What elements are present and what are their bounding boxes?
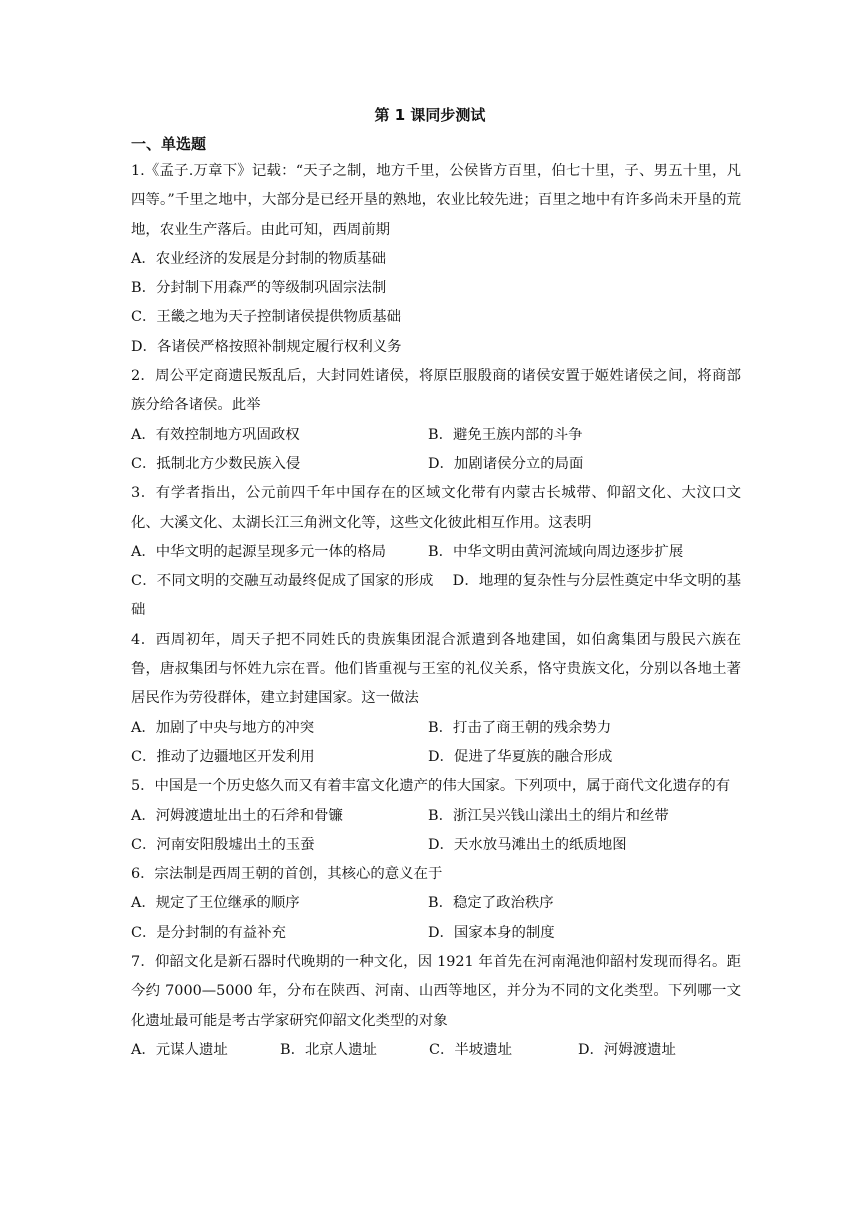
question-5 (131, 772, 741, 860)
option-row (131, 743, 741, 772)
question-2 (131, 362, 741, 479)
option-a: A．加剧了中央与地方的冲突 (131, 719, 315, 736)
option-b: B．浙江吴兴钱山漾出土的绢片和丝带 (428, 807, 669, 824)
option-d: D．加剧诸侯分立的局面 (428, 455, 584, 472)
question-4 (131, 626, 741, 772)
option-c: C．是分封制的有益补充 (131, 924, 286, 941)
option-row (131, 889, 741, 918)
option-d: D．各诸侯严格按照补制规定履行权利义务 (131, 338, 402, 355)
page-title: 第 1 课同步测试 (374, 106, 486, 124)
option-row (131, 802, 741, 831)
option-a: A．中华文明的起源呈现多元一体的格局 (131, 543, 387, 560)
option-row (131, 831, 741, 860)
option-a: A．规定了王位继承的顺序 (131, 895, 300, 912)
option-c: C．半坡遗址 (429, 1041, 512, 1058)
option-d: D．国家本身的制度 (428, 924, 555, 941)
option-row (131, 1036, 741, 1065)
option-a: A．元谋人遗址 (131, 1041, 228, 1058)
question-stem: 5．中国是一个历史悠久而又有着丰富文化遗产的伟大国家。下列项中，属于商代文化遗存的有 (131, 778, 731, 795)
option-row (131, 714, 741, 743)
question-stem: 6．宗法制是西周王朝的首创，其核心的意义在于 (131, 866, 443, 883)
option-d: D．天水放马滩出土的纸质地图 (428, 836, 627, 853)
option-c: C．王畿之地为天子控制诸侯提供物质基础 (131, 309, 402, 326)
question-3 (131, 479, 741, 625)
option-a: A．农业经济的发展是分封制的物质基础 (131, 250, 387, 267)
section-heading: 一、单选题 (131, 135, 207, 153)
question-7 (131, 948, 741, 1065)
question-stem: 7．仰韶文化是新石器时代晚期的一种文化，因 1921 年首先在河南渑池仰韶村发现而得名。距今约 7000—5000 年，分布在陕西、河南、山西等地区，并分为不同的文化类型。下列哪一文化遗址最可能是考古学家研究仰韶文化类型的对象 (131, 954, 741, 1029)
option-c: C．不同文明的交融互动最终促成了国家的形成 (131, 573, 434, 590)
option-row (131, 421, 741, 450)
question-6 (131, 860, 741, 948)
option-row (131, 245, 741, 274)
option-row (131, 274, 741, 303)
question-stem: 1.《孟子.万章下》记载：“天子之制，地方千里，公侯皆方百里，伯七十里，子、男五十里，凡四等。”千里之地中，大部分是已经开垦的熟地，农业比较先进；百里之地中有许多尚未开垦的荒地，农业生产落后。由此可知，西周前期 (131, 163, 741, 238)
option-row (131, 333, 741, 362)
option-b: B．避免王族内部的斗争 (428, 426, 583, 443)
option-a: A．有效控制地方巩固政权 (131, 426, 300, 443)
question-stem: 3．有学者指出，公元前四千年中国存在的区域文化带有内蒙古长城带、仰韶文化、大汶口文化、大溪文化、太湖长江三角洲文化等，这些文化彼此相互作用。这表明 (131, 485, 741, 531)
option-c: C．抵制北方少数民族入侵 (131, 455, 301, 472)
question-list (131, 157, 741, 1065)
option-d: D．河姆渡遗址 (578, 1041, 676, 1058)
option-c: C．推动了边疆地区开发利用 (131, 748, 315, 765)
option-b: B．稳定了政治秩序 (428, 895, 554, 912)
option-row (131, 538, 741, 567)
option-b: B．分封制下用森严的等级制巩固宗法制 (131, 280, 387, 297)
option-b: B．打击了商王朝的残余势力 (428, 719, 612, 736)
option-d: D．促进了华夏族的融合形成 (428, 748, 613, 765)
question-1 (131, 157, 741, 362)
option-row (131, 303, 741, 332)
option-c: C．河南安阳殷墟出土的玉蚕 (131, 836, 315, 853)
option-row (131, 450, 741, 479)
option-a: A．河姆渡遗址出土的石斧和骨镰 (131, 807, 343, 824)
question-stem: 2．周公平定商遗民叛乱后，大封同姓诸侯，将原臣服殷商的诸侯安置于姬姓诸侯之间，将商部族分给各诸侯。此举 (131, 368, 741, 414)
option-row (131, 919, 741, 948)
option-row (131, 567, 741, 626)
option-b: B．北京人遗址 (280, 1041, 377, 1058)
question-stem: 4．西周初年，周天子把不同姓氏的贵族集团混合派遣到各地建国，如伯禽集团与殷民六族在鲁，唐叔集团与怀姓九宗在晋。他们皆重视与王室的礼仪关系，恪守贵族文化，分别以各地土著居民作为劳役群体，建立封建国家。这一做法 (131, 631, 741, 707)
option-b: B．中华文明由黄河流域向周边逐步扩展 (428, 543, 684, 560)
option-d: D．地理的复杂性与分层性奠定中华文明的基础 (131, 573, 741, 619)
